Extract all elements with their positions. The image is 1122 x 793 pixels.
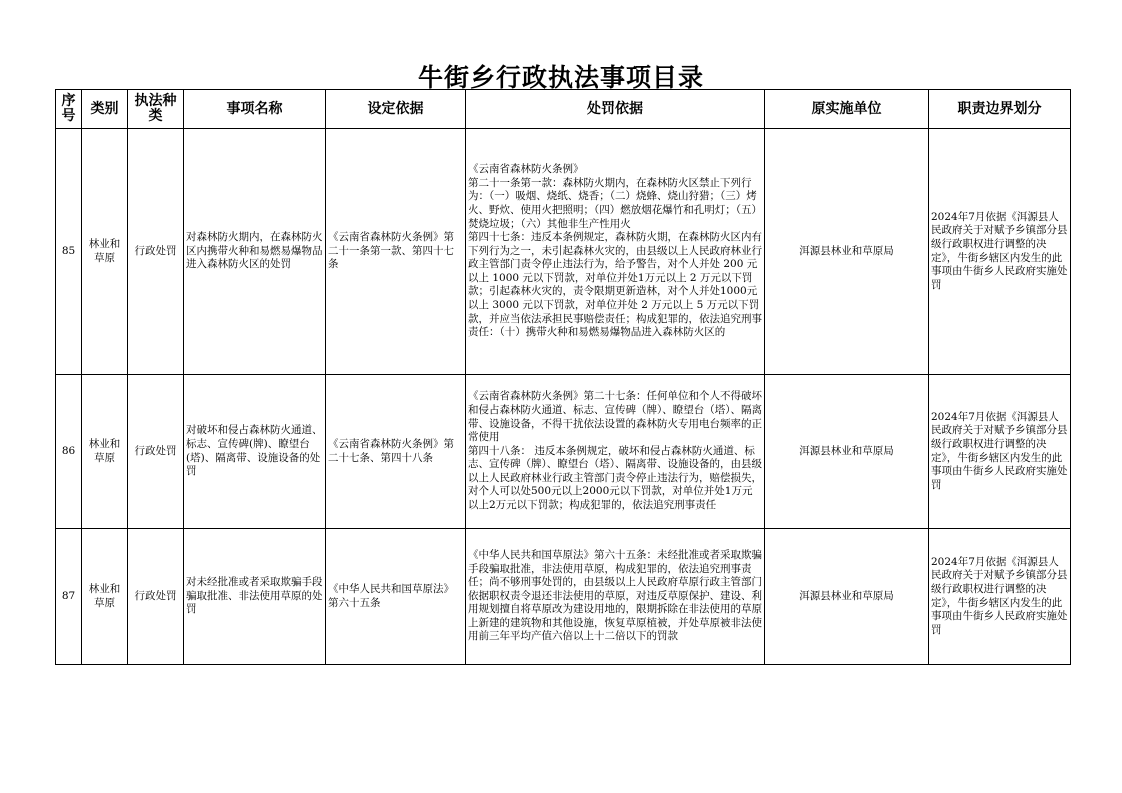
row-seq: 85 <box>56 129 82 375</box>
header-original-unit: 原实施单位 <box>765 90 929 129</box>
page-title: 牛街乡行政执法事项目录 <box>417 63 704 92</box>
row-responsibility-boundary: 2024年7月依据《洱源县人民政府关于对赋予乡镇部分县级行政职权进行调整的决定》，牛街乡辖区内发生的此事项由牛街乡人民政府实施处罚 <box>929 529 1071 665</box>
penalty-paragraph: 第四十七条：违反本条例规定，森林防火期，在森林防火区内有下列行为之一，未引起森林火灾的，由县级以上人民政府林业行政主管部门责令停止违法行为，给予警告，对个人并处 200 元以上 1000 元以下罚款，对单位并处1万元以上 2 万元以下罚款；引起森林火灾的，责令限期更新造林，对个人并处1000元以上 3000 元以下罚款，对单位并处 2 万元以上 5 万元以下罚款，并应当依法承担民事赔偿责任；构成犯罪的，依法追究刑事责任：（十）携带火种和易燃易爆物品进入森林防火区的 <box>468 231 762 339</box>
table-header-row <box>56 90 1071 129</box>
penalty-paragraph: 《云南省森林防火条例》第二十七条：任何单位和个人不得破坏和侵占森林防火通道、标志、宣传碑（牌）、瞭望台（塔）、隔离带、设施设备，不得干扰依法设置的森林防火专用电台频率的正常使用 <box>468 390 762 444</box>
table-row <box>56 529 1071 665</box>
header-category: 类别 <box>82 90 128 129</box>
row-responsibility-boundary: 2024年7月依据《洱源县人民政府关于对赋予乡镇部分县级行政职权进行调整的决定》，牛街乡辖区内发生的此事项由牛街乡人民政府实施处罚 <box>929 129 1071 375</box>
row-type: 行政处罚 <box>128 529 184 665</box>
row-item-name: 对未经批准或者采取欺骗手段骗取批准、非法使用草原的处罚 <box>184 529 326 665</box>
penalty-paragraph: 《中华人民共和国草原法》第六十五条：未经批准或者采取欺骗手段骗取批准，非法使用草原，构成犯罪的，依法追究刑事责任；尚不够刑事处罚的，由县级以上人民政府草原行政主管部门依据职权责令退还非法使用的草原，对违反草原保护、建设、利用规划擅自将草原改为建设用地的，限期拆除在非法使用的草原上新建的建筑物和其他设施，恢复草原植被，并处草原被非法使用前三年平均产值六倍以上十二倍以下的罚款 <box>468 548 762 643</box>
penalty-paragraph: 第二十一条第一款：森林防火期内，在森林防火区禁止下列行为：（一）吸烟、烧纸、烧香；（二）烧蜂、烧山狩猎；（三）烤火、野炊、使用火把照明；（四）燃放烟花爆竹和孔明灯；（五）焚烧垃圾；（六）其他非生产性用火 <box>468 176 762 230</box>
row-item-name: 对破坏和侵占森林防火通道、标志、宣传碑(牌)、瞭望台(塔)、隔离带、设施设备的处罚 <box>184 375 326 529</box>
row-category: 林业和草原 <box>82 529 128 665</box>
table-row <box>56 375 1071 529</box>
header-item-name: 事项名称 <box>184 90 326 129</box>
row-original-unit: 洱源县林业和草原局 <box>765 529 929 665</box>
header-setting-basis: 设定依据 <box>326 90 466 129</box>
row-seq: 86 <box>56 375 82 529</box>
table-row <box>56 129 1071 375</box>
row-setting-basis: 《云南省森林防火条例》第二十一条第一款、第四十七条 <box>326 129 466 375</box>
row-type: 行政处罚 <box>128 375 184 529</box>
enforcement-table <box>55 89 1071 665</box>
header-responsibility-boundary: 职责边界划分 <box>929 90 1071 129</box>
header-type: 执法种类 <box>128 90 184 129</box>
row-setting-basis: 《云南省森林防火条例》第二十七条、第四十八条 <box>326 375 466 529</box>
row-setting-basis: 《中华人民共和国草原法》第六十五条 <box>326 529 466 665</box>
row-item-name: 对森林防火期内，在森林防火区内携带火种和易燃易爆物品进入森林防火区的处罚 <box>184 129 326 375</box>
row-penalty-basis <box>466 129 765 375</box>
row-original-unit: 洱源县林业和草原局 <box>765 375 929 529</box>
penalty-paragraph: 《云南省森林防火条例》 <box>468 163 584 176</box>
row-seq: 87 <box>56 529 82 665</box>
row-penalty-basis <box>466 375 765 529</box>
row-original-unit: 洱源县林业和草原局 <box>765 129 929 375</box>
row-category: 林业和草原 <box>82 129 128 375</box>
header-seq: 序号 <box>56 90 82 129</box>
penalty-paragraph: 第四十八条： 违反本条例规定，破坏和侵占森林防火通道、标志、宣传碑（牌）、瞭望台（塔）、隔离带、设施设备的，由县级以上人民政府林业行政主管部门责令停止违法行为，赔偿损失，对个人可以处500元以上2000元以下罚款，对单位并处1万元以上2万元以下罚款；构成犯罪的，依法追究刑事责任 <box>468 444 762 512</box>
row-penalty-basis <box>466 529 765 665</box>
header-penalty-basis: 处罚依据 <box>466 90 765 129</box>
row-type: 行政处罚 <box>128 129 184 375</box>
row-category: 林业和草原 <box>82 375 128 529</box>
row-responsibility-boundary: 2024年7月依据《洱源县人民政府关于对赋予乡镇部分县级行政职权进行调整的决定》，牛街乡辖区内发生的此事项由牛街乡人民政府实施处罚 <box>929 375 1071 529</box>
